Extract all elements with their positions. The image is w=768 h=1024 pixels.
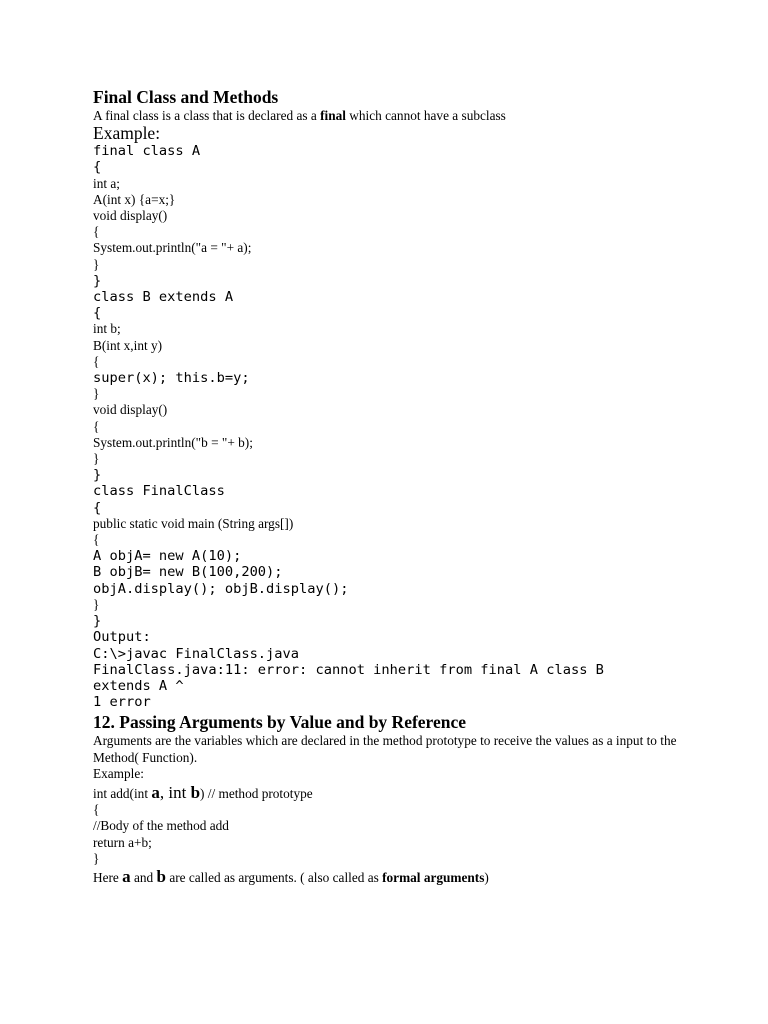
code-line: C:\>javac FinalClass.java bbox=[93, 645, 300, 662]
code-line: Output: bbox=[93, 629, 151, 646]
code-line: void display() bbox=[93, 402, 168, 418]
example-label: Example: bbox=[93, 123, 161, 144]
proto-comma: , bbox=[159, 782, 169, 802]
code-line: int b; bbox=[93, 321, 121, 337]
code-line: int a; bbox=[93, 175, 120, 191]
code-line: 1 error bbox=[93, 694, 151, 711]
arguments-intro: Arguments are the variables which are declared in the method prototype to receive the values as a input to the Method( Function). bbox=[93, 733, 677, 765]
section-title-final-class: Final Class and Methods bbox=[93, 87, 279, 107]
code-line: { bbox=[93, 353, 100, 369]
code-line: } bbox=[93, 451, 100, 467]
method-prototype-line bbox=[93, 782, 693, 802]
code-line: { bbox=[93, 159, 102, 176]
code-line: void display() bbox=[93, 208, 168, 224]
code-line: B objB= new B(100,200); bbox=[93, 564, 283, 581]
proto-arg-b: b bbox=[190, 782, 201, 802]
code-line: final class A bbox=[93, 143, 201, 160]
example-label-2: Example: bbox=[93, 765, 144, 781]
code-line: A(int x) {a=x;} bbox=[93, 191, 176, 207]
code-line: } bbox=[93, 386, 100, 402]
code-line: { bbox=[93, 499, 102, 516]
proto-int: int bbox=[168, 782, 191, 802]
section-title-passing-arguments: 12. Passing Arguments by Value and by Reference bbox=[93, 712, 467, 733]
here-arg-a: a bbox=[122, 866, 131, 886]
code-listing bbox=[93, 143, 693, 710]
code-line: } bbox=[93, 467, 102, 484]
body-line: return a+b; bbox=[93, 834, 152, 850]
body-line: { bbox=[93, 802, 100, 818]
code-line: extends A ^ bbox=[93, 677, 184, 694]
code-line: { bbox=[93, 224, 100, 240]
intro-bold-final: final bbox=[320, 108, 346, 123]
code-line: { bbox=[93, 418, 100, 434]
proto-text: int add(int bbox=[93, 785, 152, 801]
final-class-intro bbox=[93, 108, 693, 124]
code-line: } bbox=[93, 256, 100, 272]
code-line: { bbox=[93, 532, 100, 548]
code-line: { bbox=[93, 305, 102, 322]
proto-arg-a: a bbox=[151, 782, 160, 802]
body-line: } bbox=[93, 850, 100, 866]
here-text: Here bbox=[93, 869, 123, 885]
code-line: class FinalClass bbox=[93, 483, 225, 500]
code-line: } bbox=[93, 272, 102, 289]
here-and: and bbox=[130, 869, 157, 885]
code-line: } bbox=[93, 596, 100, 612]
intro-text: A final class is a class that is declared as a bbox=[93, 108, 321, 123]
here-line bbox=[93, 866, 693, 886]
here-mid: are called as arguments. ( also called as bbox=[166, 869, 383, 885]
code-line: B(int x,int y) bbox=[93, 337, 163, 353]
here-arg-b: b bbox=[156, 866, 166, 886]
here-formal-arguments: formal arguments bbox=[382, 869, 485, 885]
code-line: super(x); this.b=y; bbox=[93, 370, 250, 387]
code-line: objA.display(); objB.display(); bbox=[93, 580, 349, 597]
code-line: FinalClass.java:11: error: cannot inherit from final A class B bbox=[93, 661, 604, 678]
intro-text-end: which cannot have a subclass bbox=[345, 108, 506, 123]
code-line: class B extends A bbox=[93, 289, 234, 306]
code-line: } bbox=[93, 613, 102, 630]
here-end: ) bbox=[484, 869, 489, 885]
document-page bbox=[93, 86, 693, 886]
proto-comment: ) // method prototype bbox=[200, 785, 313, 801]
body-line: //Body of the method add bbox=[93, 818, 229, 834]
code-line: System.out.println("a = "+ a); bbox=[93, 240, 252, 256]
code-line: public static void main (String args[]) bbox=[93, 515, 294, 531]
code-line: System.out.println("b = "+ b); bbox=[93, 434, 253, 450]
code-line: A objA= new A(10); bbox=[93, 548, 242, 565]
